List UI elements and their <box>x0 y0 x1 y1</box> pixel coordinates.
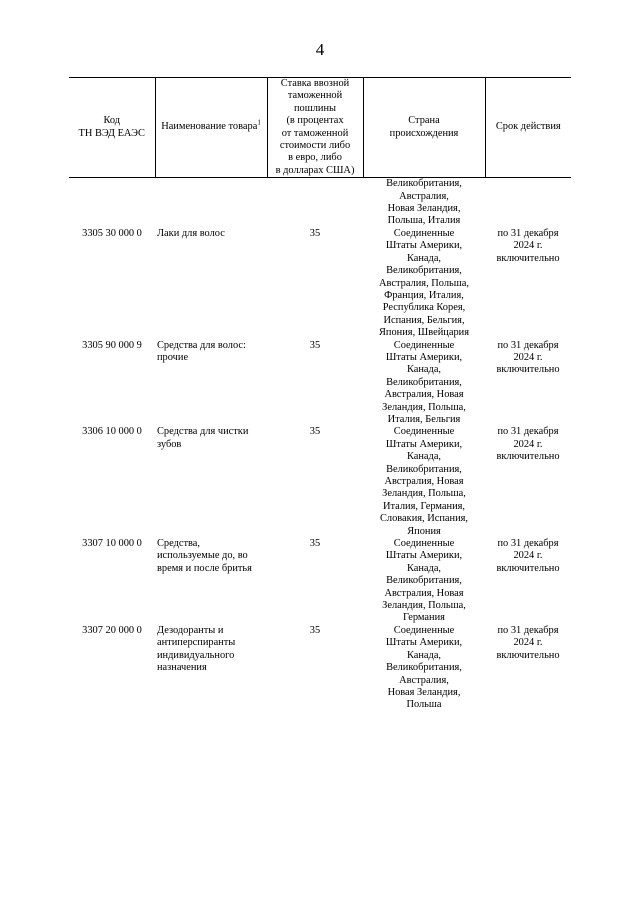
page-number: 4 <box>315 40 325 59</box>
header-name-text: Наименование товара <box>161 121 258 133</box>
term-line: по 31 декабря <box>497 339 559 351</box>
country-line: Соединенные <box>393 426 455 438</box>
cell-rate <box>267 178 363 228</box>
table-row <box>69 340 571 427</box>
country-line: Зеландия, Польша, <box>382 401 466 413</box>
country-line: Штаты Америки, <box>385 240 463 252</box>
header-rate-line: (в процентах <box>286 115 344 127</box>
country-line: Великобритания, <box>386 376 462 388</box>
name-line: Лаки для волос <box>157 227 225 239</box>
cell-term <box>485 625 571 712</box>
country-line: Польша <box>406 699 442 711</box>
table-row <box>69 625 571 712</box>
header-country-line: происхождения <box>389 127 459 139</box>
cell-country <box>363 426 485 538</box>
table-row <box>69 538 571 625</box>
cell-country <box>363 538 485 625</box>
cell-country <box>363 625 485 712</box>
country-line: Великобритания, <box>386 265 462 277</box>
term-line: 2024 г. <box>513 240 543 252</box>
country-line: Канада, <box>406 562 442 574</box>
term-line: 2024 г. <box>513 637 543 649</box>
header-code-line: ТН ВЭД ЕАЭС <box>78 127 145 139</box>
term-line: 2024 г. <box>513 550 543 562</box>
cell-rate: 35 <box>309 538 321 550</box>
country-line: Республика Корея, <box>382 302 466 314</box>
country-line: Зеландия, Польша, <box>382 488 466 500</box>
country-line: Штаты Америки, <box>385 351 463 363</box>
country-line: Соединенные <box>393 227 455 239</box>
cell-name <box>155 228 267 340</box>
country-line: Соединенные <box>393 624 455 636</box>
header-term: Срок действия <box>485 78 571 178</box>
country-line: Германия <box>403 612 445 624</box>
term-line: по 31 декабря <box>497 426 559 438</box>
cell-code: 3307 20 000 0 <box>82 624 142 636</box>
country-line: Штаты Америки, <box>385 550 463 562</box>
cell-name <box>155 340 267 427</box>
country-line: Италия, Бельгия <box>387 413 461 425</box>
country-line: Великобритания, <box>386 575 462 587</box>
cell-rate: 35 <box>309 339 321 351</box>
name-line: индивидуального <box>157 649 235 661</box>
term-line: включительно <box>496 451 560 463</box>
cell-country <box>363 228 485 340</box>
country-line: Япония, Швейцария <box>379 327 469 339</box>
country-line: Зеландия, Польша, <box>382 600 466 612</box>
term-line: по 31 декабря <box>497 624 559 636</box>
cell-term <box>485 538 571 625</box>
header-rate <box>267 78 363 178</box>
cell-name <box>155 178 267 228</box>
name-line: прочие <box>157 351 189 363</box>
term-line: по 31 декабря <box>497 538 559 550</box>
name-line: Средства для чистки <box>157 426 249 438</box>
table-row <box>69 228 571 340</box>
cell-name <box>155 538 267 625</box>
country-line: Канада, <box>406 252 442 264</box>
country-line: Польша, Италия <box>387 215 461 227</box>
term-line: включительно <box>496 252 560 264</box>
name-line: Средства для волос: <box>157 339 246 351</box>
header-rate-line: таможенной <box>287 90 343 102</box>
name-line: антиперспиранты <box>157 637 236 649</box>
header-name <box>155 78 267 178</box>
name-line: время и после бритья <box>157 562 252 574</box>
header-rate-line: от таможенной <box>281 127 349 139</box>
cell-rate: 35 <box>309 227 321 239</box>
header-rate-line: в долларах США) <box>275 164 355 176</box>
country-line: Великобритания, <box>386 662 462 674</box>
country-line: Канада, <box>406 451 442 463</box>
cell-term <box>485 178 571 228</box>
cell-term <box>485 228 571 340</box>
table-header-row <box>69 78 571 178</box>
term-line: 2024 г. <box>513 438 543 450</box>
name-line: зубов <box>157 438 182 450</box>
country-line: Австралия, Новая <box>384 587 464 599</box>
name-line: Средства, <box>157 538 201 550</box>
cell-code: 3305 30 000 0 <box>82 227 142 239</box>
term-line: по 31 декабря <box>497 227 559 239</box>
cell-country <box>363 340 485 427</box>
country-line: Япония <box>407 525 441 537</box>
country-line: Австралия, Новая <box>384 389 464 401</box>
header-rate-line: пошлины <box>293 102 337 114</box>
country-line: Словакия, Испания, <box>379 513 469 525</box>
table-body <box>69 178 571 712</box>
table-row-continuation <box>69 178 571 228</box>
country-line: Италия, Германия, <box>382 500 466 512</box>
cell-name <box>155 625 267 712</box>
country-line: Новая Зеландия, <box>387 203 461 215</box>
term-line: включительно <box>496 364 560 376</box>
country-line: Соединенные <box>393 538 455 550</box>
name-line: назначения <box>157 662 207 674</box>
name-line: Дезодоранты и <box>157 624 224 636</box>
cell-code: 3307 10 000 0 <box>82 538 142 550</box>
country-line: Австралия, <box>399 190 449 202</box>
term-line: включительно <box>496 562 560 574</box>
cell-rate: 35 <box>309 426 321 438</box>
cell-name <box>155 426 267 538</box>
tariff-table <box>69 77 571 712</box>
country-line: Великобритания, <box>386 463 462 475</box>
country-line: Австралия, Польша, <box>379 277 469 289</box>
country-line: Штаты Америки, <box>385 438 463 450</box>
footnote-marker: 1 <box>257 118 261 127</box>
country-line: Штаты Америки, <box>385 637 463 649</box>
country-line: Соединенные <box>393 339 455 351</box>
country-line: Испания, Бельгия, <box>383 314 465 326</box>
cell-country <box>363 178 485 228</box>
term-line: 2024 г. <box>513 351 543 363</box>
country-line: Канада, <box>406 364 442 376</box>
cell-code <box>69 178 155 228</box>
cell-term <box>485 426 571 538</box>
header-code-line: Код <box>103 115 121 127</box>
header-code <box>69 78 155 178</box>
country-line: Австралия, Новая <box>384 476 464 487</box>
cell-code: 3305 90 000 9 <box>82 339 142 351</box>
name-line: используемые до, во <box>157 550 248 562</box>
table-row <box>69 426 571 538</box>
term-line: включительно <box>496 649 560 661</box>
country-line: Франция, Италия, <box>384 289 464 301</box>
country-line: Великобритания, <box>386 178 462 190</box>
header-country-line: Страна <box>408 115 440 127</box>
header-rate-line: Ставка ввозной <box>280 78 350 89</box>
cell-code: 3306 10 000 0 <box>82 426 142 438</box>
country-line: Австралия, <box>399 674 449 686</box>
cell-term <box>485 340 571 427</box>
cell-rate: 35 <box>309 624 321 636</box>
country-line: Новая Зеландия, <box>387 686 461 698</box>
header-country <box>363 78 485 178</box>
header-rate-line: в евро, либо <box>288 152 342 164</box>
country-line: Канада, <box>406 649 442 661</box>
header-rate-line: стоимости либо <box>279 140 351 152</box>
